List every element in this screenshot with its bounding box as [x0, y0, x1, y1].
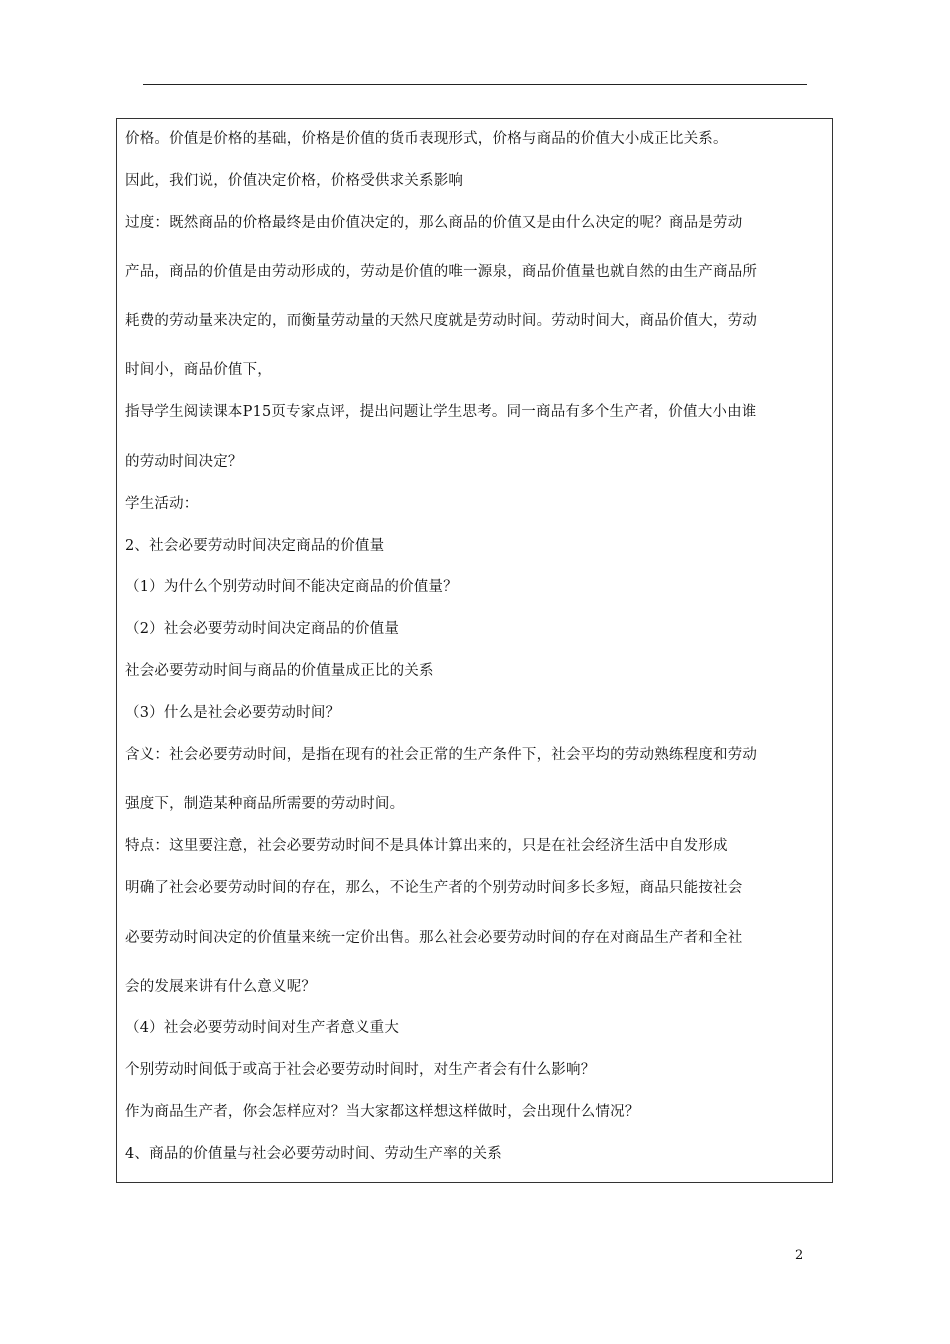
text-line: 过度：既然商品的价格最终是由价值决定的，那么商品的价值又是由什么决定的呢？商品是劳动 — [125, 215, 743, 231]
section-heading: 2、社会必要劳动时间决定商品的价值量 — [125, 538, 385, 554]
header-rule — [143, 84, 807, 85]
text-line: （4）社会必要劳动时间对生产者意义重大 — [125, 1020, 400, 1036]
text-line: 耗费的劳动量来决定的，而衡量劳动量的天然尺度就是劳动时间。劳动时间大，商品价值大，劳动 — [125, 313, 758, 329]
text-line: 学生活动： — [125, 496, 199, 512]
text-line: 价格。价值是价格的基础，价格是价值的货币表现形式，价格与商品的价值大小成正比关系。 — [125, 131, 728, 147]
text-line: 产品，商品的价值是由劳动形成的，劳动是价值的唯一源泉，商品价值量也就自然的由生产商品所 — [125, 264, 758, 280]
text-line: 含义：社会必要劳动时间，是指在现有的社会正常的生产条件下，社会平均的劳动熟练程度和劳动 — [125, 747, 758, 763]
text-line: 必要劳动时间决定的价值量来统一定价出售。那么社会必要劳动时间的存在对商品生产者和全社 — [125, 930, 743, 946]
text-line: 个别劳动时间低于或高于社会必要劳动时间时，对生产者会有什么影响？ — [125, 1062, 596, 1078]
text-line: 特点：这里要注意，社会必要劳动时间不是具体计算出来的，只是在社会经济生活中自发形成 — [125, 838, 728, 854]
text-line: 作为商品生产者，你会怎样应对？当大家都这样想这样做时，会出现什么情况？ — [125, 1104, 640, 1120]
text-line: 社会必要劳动时间与商品的价值量成正比的关系 — [125, 663, 434, 679]
text-line: 强度下，制造某种商品所需要的劳动时间。 — [125, 796, 405, 812]
text-line: 明确了社会必要劳动时间的存在，那么，不论生产者的个别劳动时间多长多短，商品只能按社会 — [125, 880, 743, 896]
text-line: 因此，我们说，价值决定价格，价格受供求关系影响 — [125, 173, 464, 189]
section-heading: 4、商品的价值量与社会必要劳动时间、劳动生产率的关系 — [125, 1146, 502, 1162]
text-line: （3）什么是社会必要劳动时间？ — [125, 705, 341, 721]
text-line: 指导学生阅读课本P15页专家点评，提出问题让学生思考。同一商品有多个生产者，价值大小由谁 — [125, 404, 757, 420]
text-line: （2）社会必要劳动时间决定商品的价值量 — [125, 621, 400, 637]
page-number: 2 — [795, 1248, 804, 1263]
text-line: （1）为什么个别劳动时间不能决定商品的价值量？ — [125, 579, 458, 595]
text-line: 的劳动时间决定？ — [125, 454, 243, 470]
text-line: 会的发展来讲有什么意义呢？ — [125, 979, 317, 995]
text-line: 时间小，商品价值下， — [125, 362, 272, 378]
